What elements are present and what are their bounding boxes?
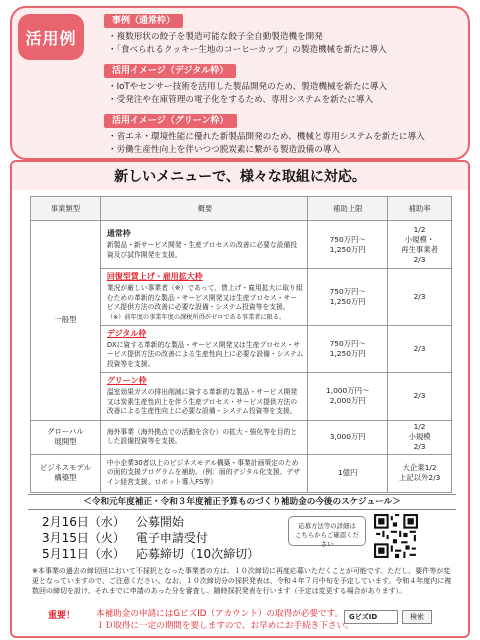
summary-cell: [100, 269, 307, 326]
section-heading-green: 活用イメージ（グリーン枠）: [104, 114, 237, 128]
rate-cell: 2/3: [388, 325, 452, 373]
rate-cell: 1/2 小規模・ 再生事業者 2/3: [388, 221, 452, 269]
summary-cell: [100, 373, 307, 421]
max-cell: 750万円～ 1,250万円: [308, 325, 388, 373]
rate-cell: 1/2 小規模 2/3: [388, 420, 452, 454]
frame-desc: 新製品・新サービス開発・生産プロセスの改善に必要な設備投資及び試作開発を支援。: [106, 241, 298, 259]
usage-line: ・複数形状の餃子を製造可能な餃子全自動製造機を開発: [108, 32, 323, 42]
frame-name: デジタル枠: [106, 328, 147, 338]
gbiz-search-field[interactable]: GビズID: [344, 610, 398, 624]
summary-cell: [100, 221, 307, 269]
max-cell: 750万円～ 1,250万円: [308, 221, 388, 269]
summary-cell: [100, 325, 307, 373]
qr-code-icon[interactable]: [374, 514, 418, 558]
col-header-max: 補助上限: [308, 197, 388, 221]
frame-desc: 業況が厳しい事業者（※）であって、賃上げ・雇用拡大に取り組むための革新的な製品・サービス開発又は生産プロセス・サービス提供方法の改善に必要な設備・システム投資等を支援。: [106, 284, 303, 311]
col-header-type: 事業類型: [31, 197, 101, 221]
frame-desc: DXに資する革新的な製品・サービス開発又は生産プロセス・サービス提供方法の改善による生産性向上に必要な設備・システム投資等を支援。: [106, 340, 304, 368]
schedule-item: [42, 515, 184, 530]
usage-line: ・IoTやセンサー技術を活用した製品開発のため、製造機械を新たに導入: [108, 82, 388, 92]
table-row: [31, 454, 452, 492]
schedule-event: 応募締切（10次締切）: [135, 547, 260, 561]
notice-line: 本補助金の申請にはGビズID（アカウント）の取得が必要です。: [96, 609, 344, 619]
usage-tag: 活用例: [18, 14, 84, 60]
schedule-item: [42, 547, 259, 562]
max-cell: 3,000万円: [308, 420, 388, 454]
section-heading-digital: 活用イメージ（デジタル枠）: [104, 64, 236, 78]
general-type-cell: 一般型: [31, 221, 101, 421]
frame-name: 通常枠: [106, 229, 131, 238]
rate-cell: 2/3: [388, 269, 452, 326]
search-button[interactable]: 検索: [402, 610, 432, 624]
notice-line: ＩＤ取得に一定の期間を要しますので、お早めにお手続き下さい。: [96, 621, 354, 631]
rate-cell: 2/3: [388, 373, 452, 421]
usage-line: ・省エネ・環境性能に優れた新製品開発のため、機械と専用システムを新たに導入: [108, 132, 425, 142]
type-cell: グローバル 展開型: [31, 420, 101, 454]
table-row: [31, 420, 452, 454]
frame-desc: 中小企業30者以上のビジネスモデル構築・事業計画策定のための面的支援プログラムを補助。（例：面的デジタル化支援、デザイン経営支援、ロボット導入FS等）: [106, 458, 301, 486]
usage-line: ・「食べられるクッキー生地のコーヒーカップ」の製造機械を新たに導入: [108, 45, 387, 55]
important-label: 重要！: [48, 611, 76, 621]
schedule-footnote: ※本事業の過去の締切回において不採択となった事業者の方は、１０次締切に再度応募いただくことが可能です。ただし、要件等が変更となっていますので、ご注意ください。なお、１０次締切分の採択発表は、令和４年７月中旬を予定しています。令和４年度内に複数回の締切を設け、それまでに申請のあった分を審査し、随時採択発表を行います（予定は変更する場合があります）。: [32, 567, 452, 595]
menu-title: 新しいメニューで、様々な取組に対応。: [114, 169, 366, 185]
max-cell: 1,000万円～ 2,000万円: [308, 373, 388, 421]
schedule-event: 公募開始: [135, 515, 184, 529]
section-heading-normal: 事例（通常枠）: [104, 14, 183, 28]
summary-cell: [100, 454, 307, 492]
rate-cell: 大企業1/2 上記以外2/3: [388, 454, 452, 492]
frame-note: （※）前年度の事業年度の課税所得がゼロである事業者に限る。: [106, 313, 286, 321]
usage-panel: [10, 6, 470, 160]
frame-desc: 海外事業（海外拠点での活動を含む）の拡大・強化等を目的とした設備投資等を支援。: [106, 427, 298, 445]
col-header-rate: 補助率: [388, 197, 452, 221]
max-cell: 1億円: [308, 454, 388, 492]
schedule-event: 電子申請受付: [135, 531, 208, 545]
schedule-date: 2月16日（水）: [42, 515, 125, 529]
frame-name: グリーン枠: [106, 376, 147, 385]
important-text: [96, 608, 354, 632]
max-cell: 750万円～ 1,250万円: [308, 269, 388, 326]
col-header-summary: 概要: [100, 197, 307, 221]
usage-line: ・労働生産性向上を伴いつつ脱炭素に繋がる製造設備の導入: [108, 145, 341, 155]
schedule-date: 3月15日（火）: [42, 531, 125, 545]
schedule-date: 5月11日（水）: [42, 547, 125, 561]
schedule-heading: ＜令和元年度補正・令和３年度補正予算ものづくり補助金の今後のスケジュール＞: [28, 494, 456, 510]
type-cell: ビジネスモデル 構築型: [31, 454, 101, 492]
frame-name: 回復型賃上げ・雇用拡大枠: [106, 272, 203, 281]
frame-desc: 温室効果ガスの排出削減に資する革新的な製品・サービス開発又は炭素生産性向上を伴う生産プロセス・サービス提供方法の改善による生産性向上に必要な設備・システム投資等を支援。: [106, 388, 298, 415]
table-header-row: [31, 197, 452, 221]
usage-line: ・受発注や在庫管理の電子化をするため、専用システムを新たに導入: [108, 95, 374, 105]
summary-cell: [100, 420, 307, 454]
schedule-item: [42, 531, 208, 546]
table-row: [31, 221, 452, 269]
menu-panel: [10, 160, 470, 638]
qr-note: 応募方法等の詳細は こちらからご確認ください: [288, 516, 366, 546]
menu-table: [30, 196, 452, 493]
